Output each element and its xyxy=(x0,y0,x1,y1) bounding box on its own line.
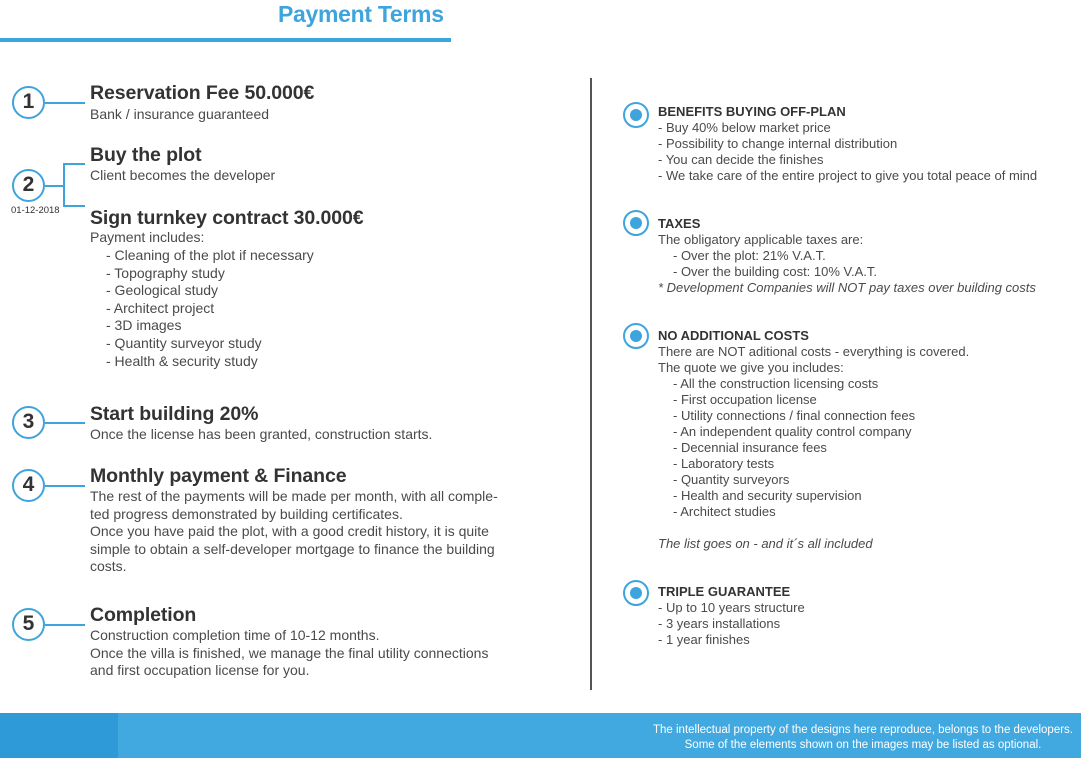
list-item: - Cleaning of the plot if necessary xyxy=(106,247,314,263)
list-item: - An independent quality control company xyxy=(673,424,912,439)
page-title: Payment Terms xyxy=(278,1,444,27)
list-item: - Quantity surveyor study xyxy=(106,334,262,351)
list-item: - Health and security supervision xyxy=(673,488,862,503)
page-title-bar xyxy=(0,0,451,42)
step-4-number: 4 xyxy=(12,469,45,502)
taxes-note: * Development Companies will NOT pay taxes over building costs xyxy=(658,280,1036,295)
list-item: The obligatory applicable taxes are: xyxy=(658,232,864,247)
step-2b-list xyxy=(106,247,314,370)
step-5-text xyxy=(90,627,488,680)
list-item: - All the construction licensing costs xyxy=(673,376,879,391)
guarantee-bullet-icon xyxy=(623,580,649,606)
list-item: The quote we give you includes: xyxy=(658,360,844,375)
no-costs-note: The list goes on - and it´s all included xyxy=(658,536,873,551)
list-item: - Possibility to change internal distribution xyxy=(658,136,898,151)
list-item: There are NOT aditional costs - everything is covered. xyxy=(658,344,970,359)
text-line: Once you have paid the plot, with a good credit history, it is quite xyxy=(90,523,489,540)
list-item: - 3D images xyxy=(106,317,182,334)
footer-line: Some of the elements shown on the images may be listed as optional. xyxy=(684,739,1042,751)
taxes-list xyxy=(658,232,1036,296)
step-3-connector xyxy=(45,422,85,424)
list-item: - Over the plot: 21% V.A.T. xyxy=(673,248,826,263)
list-item: - Architect project xyxy=(106,299,215,316)
step-2-number: 2 xyxy=(12,169,45,202)
text-line: ted progress demonstrated by building certificates. xyxy=(90,505,403,522)
step-5-number: 5 xyxy=(12,608,45,641)
taxes-heading: TAXES xyxy=(658,216,701,231)
text-line: Construction completion time of 10-12 months. xyxy=(90,627,380,643)
list-item: - Up to 10 years structure xyxy=(658,600,805,615)
list-item: - Buy 40% below market price xyxy=(658,120,831,135)
footer-logo-block xyxy=(0,713,118,758)
column-divider xyxy=(590,78,592,690)
list-item: - Over the building cost: 10% V.A.T. xyxy=(673,264,878,279)
list-item: - 1 year finishes xyxy=(658,632,750,647)
benefits-heading: BENEFITS BUYING OFF-PLAN xyxy=(658,104,846,119)
no-costs-heading: NO ADDITIONAL COSTS xyxy=(658,328,809,343)
benefits-list xyxy=(658,120,1037,184)
step-3-text: Once the license has been granted, construction starts. xyxy=(90,426,433,442)
step-2a-title: Buy the plot xyxy=(90,144,202,166)
step-5-title: Completion xyxy=(90,604,197,626)
benefits-bullet-icon xyxy=(623,102,649,128)
step-1-connector xyxy=(45,102,85,104)
list-item: - Topography study xyxy=(106,264,225,281)
step-4-title: Monthly payment & Finance xyxy=(90,465,347,487)
taxes-bullet-icon xyxy=(623,210,649,236)
text-line: Once the villa is finished, we manage the final utility connections xyxy=(90,644,489,661)
footer-disclaimer xyxy=(653,723,1073,753)
step-2-bracket xyxy=(63,163,65,205)
list-item: - Quantity surveyors xyxy=(673,472,790,487)
list-item: - 3 years installations xyxy=(658,616,781,631)
list-item: - Decennial insurance fees xyxy=(673,440,827,455)
step-2-bracket-bottom xyxy=(63,205,85,207)
no-costs-bullet-icon xyxy=(623,323,649,349)
guarantee-heading: TRIPLE GUARANTEE xyxy=(658,584,791,599)
list-item: - Geological study xyxy=(106,282,219,299)
step-4-connector xyxy=(45,485,85,487)
list-item: - Architect studies xyxy=(673,504,776,519)
step-2-date: 01-12-2018 xyxy=(11,205,60,216)
step-2-bracket-top xyxy=(63,163,85,165)
step-2b-intro: Payment includes: xyxy=(90,229,205,245)
text-line: costs. xyxy=(90,558,127,575)
step-3-number: 3 xyxy=(12,406,45,439)
list-item: - Utility connections / final connection fees xyxy=(673,408,916,423)
footer-line: The intellectual property of the designs here reproduce, belongs to the developers. xyxy=(652,724,1073,736)
no-costs-list xyxy=(658,344,969,520)
text-line: simple to obtain a self-developer mortgage to finance the building xyxy=(90,540,495,557)
step-1-title: Reservation Fee 50.000€ xyxy=(90,82,315,104)
text-line: The rest of the payments will be made per month, with all comple- xyxy=(90,488,498,504)
step-1-number: 1 xyxy=(12,86,45,119)
step-3-title: Start building 20% xyxy=(90,403,259,425)
footer-bar xyxy=(0,713,1081,758)
list-item: - We take care of the entire project to give you total peace of mind xyxy=(658,168,1038,183)
step-4-text xyxy=(90,488,498,576)
list-item: - First occupation license xyxy=(673,392,817,407)
list-item: - You can decide the finishes xyxy=(658,152,824,167)
list-item: - Laboratory tests xyxy=(673,456,775,471)
step-2b-title: Sign turnkey contract 30.000€ xyxy=(90,207,364,229)
list-item: - Health & security study xyxy=(106,352,258,369)
step-2a-text: Client becomes the developer xyxy=(90,167,276,183)
step-5-connector xyxy=(45,624,85,626)
text-line: and first occupation license for you. xyxy=(90,662,310,679)
guarantee-list xyxy=(658,600,805,648)
step-2-connector xyxy=(45,185,63,187)
step-1-text: Bank / insurance guaranteed xyxy=(90,106,270,122)
